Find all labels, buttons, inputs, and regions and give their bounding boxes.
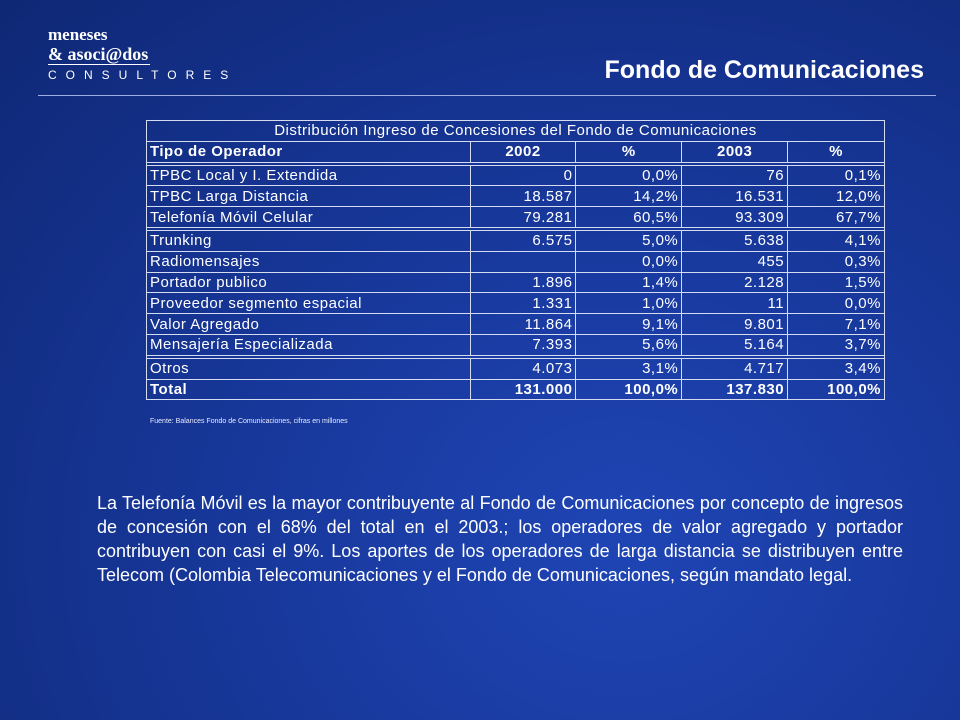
- header-2003: 2003: [682, 141, 788, 162]
- cell-pct-2002: 5,6%: [576, 334, 682, 355]
- total-pct-2003: 100,0%: [788, 379, 885, 400]
- table-row: [147, 165, 885, 186]
- page-title: Fondo de Comunicaciones: [604, 56, 924, 84]
- cell-operator: TPBC Larga Distancia: [147, 186, 471, 207]
- header-divider: [38, 95, 936, 96]
- cell-2003: 5.638: [682, 230, 788, 251]
- cell-pct-2002: 60,5%: [576, 207, 682, 228]
- cell-pct-2002: 0,0%: [576, 165, 682, 186]
- cell-operator: Otros: [147, 358, 471, 379]
- cell-2003: 9.801: [682, 314, 788, 335]
- header-2002: 2002: [470, 141, 576, 162]
- cell-pct-2003: 0,1%: [788, 165, 885, 186]
- total-pct-2002: 100,0%: [576, 379, 682, 400]
- cell-operator: Mensajería Especializada: [147, 334, 471, 355]
- cell-operator: Portador publico: [147, 272, 471, 293]
- cell-operator: TPBC Local y I. Extendida: [147, 165, 471, 186]
- cell-operator: Telefonía Móvil Celular: [147, 207, 471, 228]
- table-row: [147, 230, 885, 251]
- header-pct-2003: %: [788, 141, 885, 162]
- cell-2003: 455: [682, 251, 788, 272]
- cell-2002: 11.864: [470, 314, 576, 335]
- table-total-row: [147, 379, 885, 400]
- total-2002: 131.000: [470, 379, 576, 400]
- total-label: Total: [147, 379, 471, 400]
- cell-pct-2002: 1,4%: [576, 272, 682, 293]
- cell-2002: 18.587: [470, 186, 576, 207]
- table-source-note: Fuente: Balances Fondo de Comunicaciones, cifras en millones: [150, 418, 348, 425]
- cell-pct-2002: 1,0%: [576, 293, 682, 314]
- cell-2002: 1.896: [470, 272, 576, 293]
- cell-pct-2003: 7,1%: [788, 314, 885, 335]
- cell-operator: Trunking: [147, 230, 471, 251]
- summary-paragraph: La Telefonía Móvil es la mayor contribuyente al Fondo de Comunicaciones por concepto de ingresos de concesión con el 68% del total en el 2003.; los operadores de valor agregado y portador contribuyen con casi el 9%. Los aportes de los operadores de larga distancia se distribuyen entre Telecom (Colombia Telecomunicaciones y el Fondo de Comunicaciones, según mandato legal.: [97, 493, 903, 585]
- cell-2002: 79.281: [470, 207, 576, 228]
- distribution-table: [146, 120, 885, 400]
- cell-2002: [470, 251, 576, 272]
- cell-pct-2002: 14,2%: [576, 186, 682, 207]
- table-row: [147, 334, 885, 355]
- cell-pct-2002: 3,1%: [576, 358, 682, 379]
- cell-pct-2003: 1,5%: [788, 272, 885, 293]
- cell-2002: 1.331: [470, 293, 576, 314]
- cell-pct-2003: 0,0%: [788, 293, 885, 314]
- table-caption: Distribución Ingreso de Concesiones del Fondo de Comunicaciones: [147, 121, 885, 142]
- cell-operator: Valor Agregado: [147, 314, 471, 335]
- header-operator: Tipo de Operador: [147, 141, 471, 162]
- cell-2003: 11: [682, 293, 788, 314]
- table-row: [147, 314, 885, 335]
- cell-2003: 16.531: [682, 186, 788, 207]
- table-row: [147, 207, 885, 228]
- cell-2002: 7.393: [470, 334, 576, 355]
- cell-pct-2003: 12,0%: [788, 186, 885, 207]
- cell-pct-2003: 67,7%: [788, 207, 885, 228]
- cell-operator: Proveedor segmento espacial: [147, 293, 471, 314]
- cell-operator: Radiomensajes: [147, 251, 471, 272]
- cell-2003: 5.164: [682, 334, 788, 355]
- cell-pct-2002: 5,0%: [576, 230, 682, 251]
- logo-line-1: meneses: [48, 25, 108, 44]
- logo-line-3: CONSULTORES: [48, 68, 238, 82]
- cell-pct-2003: 4,1%: [788, 230, 885, 251]
- table-row: [147, 251, 885, 272]
- table-row: [147, 293, 885, 314]
- cell-pct-2003: 0,3%: [788, 251, 885, 272]
- table-row: [147, 272, 885, 293]
- cell-2003: 2.128: [682, 272, 788, 293]
- table-caption-row: [147, 121, 885, 142]
- logo-line-2: & asoci@dos: [48, 44, 149, 64]
- total-2003: 137.830: [682, 379, 788, 400]
- cell-pct-2002: 0,0%: [576, 251, 682, 272]
- cell-2003: 93.309: [682, 207, 788, 228]
- company-logo: [48, 26, 237, 83]
- cell-pct-2003: 3,7%: [788, 334, 885, 355]
- cell-2002: 0: [470, 165, 576, 186]
- header-pct-2002: %: [576, 141, 682, 162]
- cell-2003: 76: [682, 165, 788, 186]
- cell-2003: 4.717: [682, 358, 788, 379]
- cell-2002: 4.073: [470, 358, 576, 379]
- cell-2002: 6.575: [470, 230, 576, 251]
- table-header-row: [147, 141, 885, 162]
- table-row: [147, 358, 885, 379]
- cell-pct-2003: 3,4%: [788, 358, 885, 379]
- table-row: [147, 186, 885, 207]
- cell-pct-2002: 9,1%: [576, 314, 682, 335]
